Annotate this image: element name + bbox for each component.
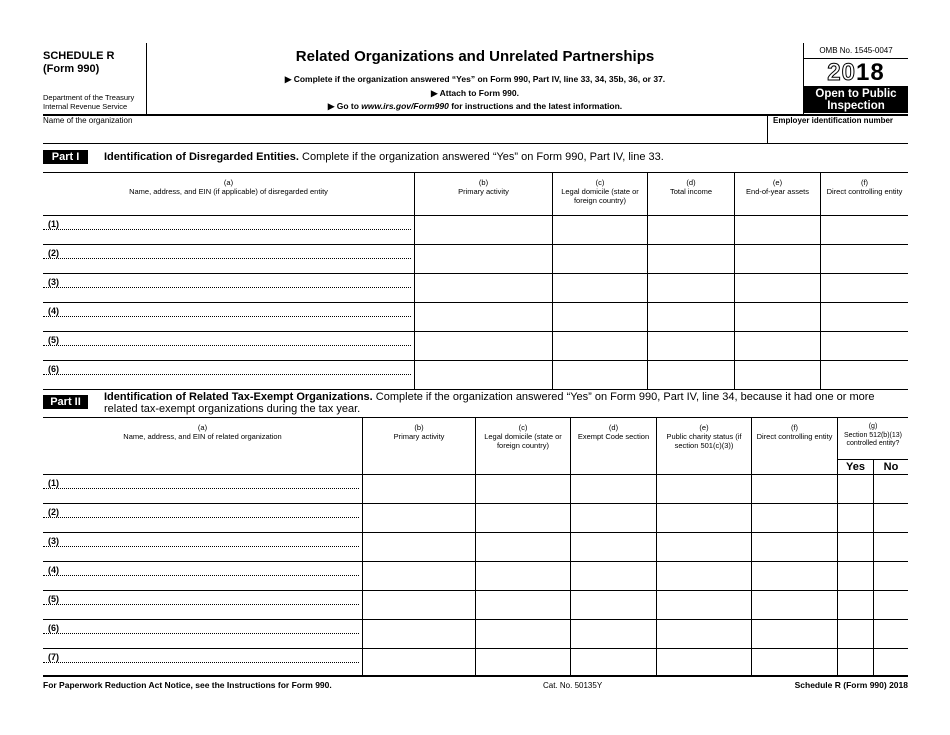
ein-label: Employer identification number xyxy=(773,116,894,125)
p1-row-3-number: (3) xyxy=(48,277,59,287)
p2-row-7-number: (7) xyxy=(48,652,59,662)
instruction-complete: ▶ Complete if the organization answered “Yes” on Form 990, Part IV, line 33, 34, 35b, 36, or 37. xyxy=(284,74,666,84)
p1-col-b-header: (b) Primary activity xyxy=(458,178,509,196)
tax-year xyxy=(804,59,908,86)
open-line-2: Inspection xyxy=(827,100,885,112)
p1-col-f-header: (f) Direct controlling entity xyxy=(826,178,903,196)
p1-row-2-number: (2) xyxy=(48,248,59,258)
p2-row-1-number: (1) xyxy=(48,478,59,488)
p2-row-3-number: (3) xyxy=(48,536,59,546)
part2-tag: Part II xyxy=(43,395,88,409)
p2-col-g-header: (g) Section 512(b)(13) controlled entity? xyxy=(844,423,902,447)
form-label: (Form 990) xyxy=(43,63,100,75)
part1-title xyxy=(104,151,904,163)
instruction-website xyxy=(148,101,802,111)
p2-col-f-header: (f) Direct controlling entity xyxy=(756,423,833,441)
omb-number: OMB No. 1545-0047 xyxy=(819,46,893,55)
part1-title-rest: Complete if the organization answered “Yes” on Form 990, Part IV, line 33. xyxy=(298,151,664,163)
p2-col-a-header: (a) Name, address, and EIN of related organization xyxy=(123,423,282,441)
p2-col-d-header: (d) Exempt Code section xyxy=(577,423,650,441)
p1-row-2-activity[interactable] xyxy=(415,245,552,273)
p2-col-e-header: (e) Public charity status (if section 501(c)(3)) xyxy=(666,423,742,450)
p1-col-e-header: (e) End-of-year assets xyxy=(746,178,809,196)
org-name-field[interactable] xyxy=(43,126,767,142)
p2-row-1-no-checkbox[interactable] xyxy=(874,475,908,503)
p2-col-c-header: (c) Legal domicile (state or foreign country) xyxy=(484,423,562,450)
part1-tag: Part I xyxy=(43,150,88,164)
p1-col-c-header: (c) Legal domicile (state or foreign country) xyxy=(561,178,639,205)
p2-col-g-no: No xyxy=(883,461,899,473)
part2-title-rest: Complete if the organization answered “Yes” on Form 990, Part IV, line 34, because it had one or more related tax-exempt organizations during the tax year. xyxy=(104,391,875,415)
p2-col-g-yes: Yes xyxy=(846,461,865,473)
instruction-website-suffix: for instructions and the latest information. xyxy=(448,101,623,111)
p1-row-4-number: (4) xyxy=(48,306,59,316)
irs-form990-link[interactable]: www.irs.gov/Form990 xyxy=(361,101,449,111)
open-line-1: Open to Public xyxy=(815,88,897,100)
schedule-id-box xyxy=(43,43,147,115)
tax-year-suffix: 18 xyxy=(856,59,885,86)
p2-col-b-header: (b) Primary activity xyxy=(393,423,445,441)
p1-row-1-number: (1) xyxy=(48,219,59,229)
irs-label: Internal Revenue Service xyxy=(43,102,128,111)
footer-paperwork-notice: For Paperwork Reduction Act Notice, see the Instructions for Form 990. xyxy=(43,680,332,690)
p1-row-1-activity[interactable] xyxy=(415,216,552,244)
p2-row-5-number: (5) xyxy=(48,594,59,604)
instruction-attach: ▶ Attach to Form 990. xyxy=(431,88,519,98)
open-to-public-badge xyxy=(804,86,908,113)
org-name-label: Name of the organization xyxy=(43,116,133,125)
ein-field[interactable] xyxy=(770,126,908,142)
omb-year-box xyxy=(803,43,908,115)
department-label: Department of the Treasury xyxy=(43,93,135,102)
p1-col-a-header: (a) Name, address, and EIN (if applicable) of disregarded entity xyxy=(129,178,328,196)
footer-cat-number: Cat. No. 50135Y xyxy=(543,681,603,690)
tax-year-prefix: 20 xyxy=(827,59,856,86)
p2-row-2-number: (2) xyxy=(48,507,59,517)
part1-title-bold: Identification of Disregarded Entities. xyxy=(104,151,299,163)
p2-row-1-yes-checkbox[interactable] xyxy=(838,475,873,503)
schedule-label: SCHEDULE R xyxy=(43,50,115,62)
part2-title-bold: Identification of Related Tax-Exempt Organizations. xyxy=(104,391,373,403)
p2-row-4-number: (4) xyxy=(48,565,59,575)
p1-col-d-header: (d) Total income xyxy=(669,178,713,196)
form-title: Related Organizations and Unrelated Partnerships xyxy=(295,48,655,65)
footer-form-id: Schedule R (Form 990) 2018 xyxy=(794,680,908,690)
p1-row-5-number: (5) xyxy=(48,335,59,345)
instruction-website-prefix: ▶ Go to xyxy=(327,101,362,111)
part2-title xyxy=(104,391,904,415)
p1-row-6-number: (6) xyxy=(48,364,59,374)
p2-row-6-number: (6) xyxy=(48,623,59,633)
